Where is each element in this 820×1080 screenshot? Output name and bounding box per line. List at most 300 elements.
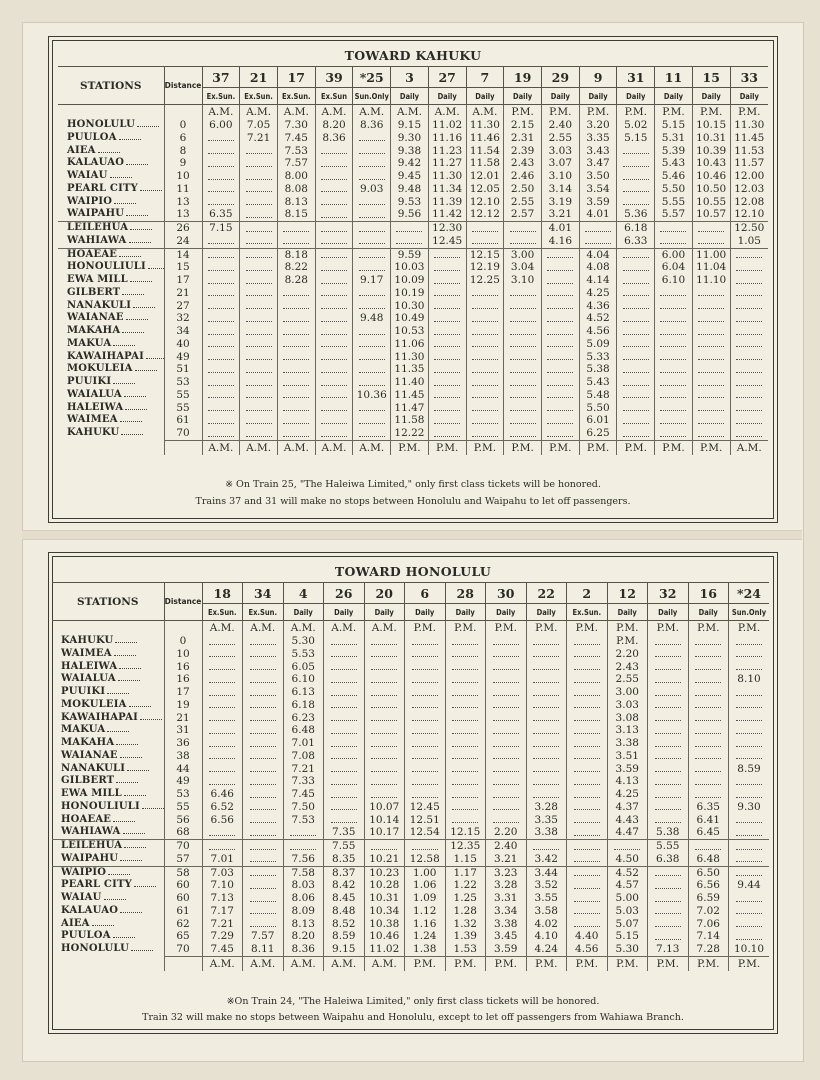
- table-row: [52, 635, 769, 648]
- distance-cell: 13: [164, 196, 202, 209]
- no-stop-leader: [434, 353, 460, 360]
- no-stop-leader: [371, 714, 397, 721]
- station-name: NANAKULI: [67, 299, 132, 311]
- time-cell: 3.50: [579, 170, 617, 183]
- time-cell: [445, 763, 486, 776]
- time-cell: [202, 635, 243, 648]
- dot-leader: [119, 250, 141, 257]
- table-row: [52, 724, 769, 737]
- time-cell: [504, 427, 542, 440]
- time-cell: 11.45: [730, 132, 768, 145]
- time-cell: [405, 661, 446, 674]
- time-cell: [324, 814, 365, 827]
- distance-cell: 55: [164, 801, 202, 814]
- time-cell: [526, 673, 567, 686]
- no-stop-leader: [246, 353, 272, 360]
- blank-cell: [58, 440, 164, 455]
- time-cell: [243, 699, 284, 712]
- no-stop-leader: [359, 430, 385, 437]
- time-cell: 3.21: [486, 853, 527, 866]
- no-stop-leader: [510, 366, 536, 373]
- no-stop-leader: [283, 417, 309, 424]
- no-stop-leader: [412, 689, 438, 696]
- time-cell: 9.59: [391, 248, 429, 261]
- time-cell: [466, 312, 504, 325]
- train-number: 34: [243, 583, 284, 604]
- distance-cell: 21: [164, 287, 202, 300]
- no-stop-leader: [359, 198, 385, 205]
- time-cell: 3.43: [579, 145, 617, 158]
- no-stop-leader: [585, 225, 611, 232]
- time-cell: [405, 724, 446, 737]
- time-cell: [202, 712, 243, 725]
- no-stop-leader: [209, 843, 235, 850]
- time-cell: [504, 325, 542, 338]
- period-label: P.M.: [648, 956, 689, 971]
- no-stop-leader: [412, 791, 438, 798]
- distance-cell: 0: [164, 119, 202, 132]
- no-stop-leader: [246, 160, 272, 167]
- time-cell: [445, 712, 486, 725]
- time-cell: [655, 338, 693, 351]
- station-cell: [52, 750, 164, 763]
- no-stop-leader: [246, 198, 272, 205]
- no-stop-leader: [472, 328, 498, 335]
- period-label: P.M.: [579, 105, 617, 120]
- no-stop-leader: [321, 147, 347, 154]
- time-cell: 6.18: [617, 222, 655, 235]
- period-label: A.M.: [315, 105, 353, 120]
- time-cell: [324, 724, 365, 737]
- no-stop-leader: [208, 289, 234, 296]
- station-name: HONOLULU: [61, 943, 130, 955]
- time-cell: [428, 312, 466, 325]
- no-stop-leader: [736, 829, 762, 836]
- blank-cell: [164, 105, 202, 120]
- time-cell: 7.13: [202, 892, 243, 905]
- table-row: [58, 325, 768, 338]
- time-cell: 8.59: [324, 930, 365, 943]
- train-days: Daily: [648, 604, 689, 621]
- time-cell: [364, 648, 405, 661]
- train-number: 16: [688, 583, 729, 604]
- time-cell: [486, 763, 527, 776]
- time-cell: [541, 414, 579, 427]
- time-cell: [567, 788, 608, 801]
- time-cell: 10.03: [391, 261, 429, 274]
- station-name: WAIPIO: [67, 195, 113, 207]
- time-cell: 1.38: [405, 943, 446, 956]
- period-label: P.M.: [405, 621, 446, 636]
- time-cell: [243, 635, 284, 648]
- time-cell: [202, 338, 240, 351]
- time-cell: [729, 724, 770, 737]
- no-stop-leader: [655, 701, 681, 708]
- time-cell: 4.24: [526, 943, 567, 956]
- time-cell: 10.10: [729, 943, 770, 956]
- no-stop-leader: [510, 430, 536, 437]
- station-name: HONOULIULI: [61, 800, 140, 812]
- time-cell: 11.06: [391, 338, 429, 351]
- time-cell: [240, 300, 278, 313]
- no-stop-leader: [283, 237, 309, 244]
- no-stop-leader: [434, 289, 460, 296]
- time-cell: [202, 763, 243, 776]
- dot-leader: [134, 880, 156, 887]
- time-cell: [567, 853, 608, 866]
- time-cell: [730, 325, 768, 338]
- time-cell: 8.20: [283, 930, 324, 943]
- time-cell: [243, 892, 284, 905]
- time-cell: [567, 712, 608, 725]
- time-cell: [315, 338, 353, 351]
- no-stop-leader: [209, 752, 235, 759]
- time-cell: [202, 673, 243, 686]
- train-days: Ex.Sun: [315, 88, 353, 105]
- distance-cell: 17: [164, 274, 202, 287]
- dot-leader: [107, 687, 129, 694]
- dot-leader: [113, 815, 135, 822]
- time-cell: [240, 145, 278, 158]
- no-stop-leader: [208, 391, 234, 398]
- time-cell: [617, 363, 655, 376]
- time-cell: [730, 248, 768, 261]
- distance-header: Distance: [164, 583, 202, 621]
- time-cell: 11.10: [692, 274, 730, 287]
- time-cell: [315, 325, 353, 338]
- no-stop-leader: [533, 752, 559, 759]
- station-cell: [58, 427, 164, 440]
- distance-cell: 0: [164, 635, 202, 648]
- no-stop-leader: [736, 366, 762, 373]
- no-stop-leader: [493, 650, 519, 657]
- dot-leader: [110, 171, 132, 178]
- no-stop-leader: [510, 353, 536, 360]
- station-name: KAHUKU: [61, 635, 114, 646]
- station-cell: [52, 737, 164, 750]
- no-stop-leader: [321, 315, 347, 322]
- time-cell: 3.31: [486, 892, 527, 905]
- no-stop-leader: [452, 727, 478, 734]
- no-stop-leader: [623, 277, 649, 284]
- distance-cell: 15: [164, 261, 202, 274]
- table-row: [52, 840, 769, 853]
- period-label: P.M.: [648, 621, 689, 636]
- table-row: [58, 196, 768, 209]
- no-stop-leader: [250, 638, 276, 645]
- no-stop-leader: [510, 237, 536, 244]
- time-cell: [526, 699, 567, 712]
- time-cell: [405, 840, 446, 853]
- no-stop-leader: [331, 701, 357, 708]
- no-stop-leader: [359, 264, 385, 271]
- no-stop-leader: [412, 765, 438, 772]
- no-stop-leader: [623, 430, 649, 437]
- time-cell: [617, 274, 655, 287]
- no-stop-leader: [623, 147, 649, 154]
- time-cell: [445, 788, 486, 801]
- time-cell: [567, 699, 608, 712]
- no-stop-leader: [209, 829, 235, 836]
- table-row: [52, 788, 769, 801]
- time-cell: 5.43: [655, 157, 693, 170]
- station-cell: [52, 879, 164, 892]
- time-cell: [692, 312, 730, 325]
- station-cell: [58, 157, 164, 170]
- no-stop-leader: [208, 277, 234, 284]
- station-name: NANAKULI: [61, 762, 126, 774]
- no-stop-leader: [209, 663, 235, 670]
- train-number: 11: [655, 67, 693, 88]
- period-label: P.M.: [692, 440, 730, 455]
- time-cell: [240, 222, 278, 235]
- time-cell: 6.35: [202, 208, 240, 221]
- time-cell: [617, 376, 655, 389]
- no-stop-leader: [698, 366, 724, 373]
- train-days: Daily: [617, 88, 655, 105]
- time-cell: 10.14: [364, 814, 405, 827]
- time-cell: 8.03: [283, 879, 324, 892]
- time-cell: 4.25: [607, 788, 648, 801]
- time-cell: 3.45: [486, 930, 527, 943]
- time-cell: 9.30: [391, 132, 429, 145]
- time-cell: [466, 300, 504, 313]
- no-stop-leader: [412, 778, 438, 785]
- time-cell: [688, 712, 729, 725]
- time-cell: [445, 699, 486, 712]
- period-label: P.M.: [729, 621, 770, 636]
- station-cell: [52, 635, 164, 648]
- time-cell: 4.40: [567, 930, 608, 943]
- time-cell: [541, 312, 579, 325]
- time-cell: [486, 788, 527, 801]
- time-cell: [202, 261, 240, 274]
- time-cell: [240, 414, 278, 427]
- time-cell: [617, 427, 655, 440]
- dot-leader: [125, 403, 147, 410]
- time-cell: [648, 673, 689, 686]
- time-cell: [324, 673, 365, 686]
- table-row: [58, 427, 768, 440]
- no-stop-leader: [660, 404, 686, 411]
- train-number: 2: [567, 583, 608, 604]
- time-cell: [315, 287, 353, 300]
- station-cell: [52, 801, 164, 814]
- table-row: [52, 750, 769, 763]
- time-cell: 12.12: [466, 208, 504, 221]
- no-stop-leader: [250, 740, 276, 747]
- train-number: 33: [730, 67, 768, 88]
- no-stop-leader: [208, 302, 234, 309]
- period-label: P.M.: [567, 956, 608, 971]
- time-cell: [688, 648, 729, 661]
- time-cell: [567, 763, 608, 776]
- no-stop-leader: [736, 855, 762, 862]
- no-stop-leader: [655, 816, 681, 823]
- time-cell: [353, 157, 391, 170]
- time-cell: [240, 402, 278, 415]
- train-days: Daily: [541, 88, 579, 105]
- time-cell: [364, 750, 405, 763]
- time-cell: [729, 918, 770, 931]
- no-stop-leader: [736, 689, 762, 696]
- station-cell: [52, 648, 164, 661]
- table-row: [52, 648, 769, 661]
- time-cell: 11.30: [391, 351, 429, 364]
- time-cell: [567, 905, 608, 918]
- time-cell: [607, 840, 648, 853]
- table-row: [58, 157, 768, 170]
- distance-cell: 49: [164, 775, 202, 788]
- no-stop-leader: [695, 714, 721, 721]
- no-stop-leader: [283, 353, 309, 360]
- table-row: [58, 376, 768, 389]
- train-number: 22: [526, 583, 567, 604]
- time-cell: 2.43: [504, 157, 542, 170]
- no-stop-leader: [209, 727, 235, 734]
- time-cell: [486, 712, 527, 725]
- time-cell: [466, 338, 504, 351]
- time-cell: [730, 376, 768, 389]
- time-cell: [504, 363, 542, 376]
- time-cell: [277, 222, 315, 235]
- time-cell: [240, 248, 278, 261]
- dot-leader: [146, 352, 164, 359]
- no-stop-leader: [574, 650, 600, 657]
- no-stop-leader: [660, 417, 686, 424]
- no-stop-leader: [695, 650, 721, 657]
- time-cell: 8.52: [324, 918, 365, 931]
- time-cell: [243, 686, 284, 699]
- table-row: [52, 866, 769, 879]
- time-cell: [730, 312, 768, 325]
- no-stop-leader: [412, 714, 438, 721]
- distance-cell: 60: [164, 892, 202, 905]
- no-stop-leader: [371, 663, 397, 670]
- time-cell: [364, 775, 405, 788]
- time-cell: 5.50: [579, 402, 617, 415]
- time-cell: [648, 686, 689, 699]
- station-cell: [52, 918, 164, 931]
- time-cell: [315, 274, 353, 287]
- time-cell: [364, 686, 405, 699]
- time-cell: [567, 648, 608, 661]
- no-stop-leader: [246, 185, 272, 192]
- dot-leader: [115, 636, 137, 643]
- time-cell: 3.21: [541, 208, 579, 221]
- table-row: [52, 930, 769, 943]
- station-cell: [58, 183, 164, 196]
- train-days: Daily: [579, 88, 617, 105]
- time-cell: [324, 635, 365, 648]
- time-cell: 9.17: [353, 274, 391, 287]
- no-stop-leader: [359, 237, 385, 244]
- period-label: P.M.: [617, 440, 655, 455]
- time-cell: 5.02: [617, 119, 655, 132]
- time-cell: [428, 338, 466, 351]
- time-cell: 3.59: [486, 943, 527, 956]
- time-cell: [243, 763, 284, 776]
- no-stop-leader: [321, 185, 347, 192]
- time-cell: 4.52: [607, 866, 648, 879]
- no-stop-leader: [452, 714, 478, 721]
- time-cell: 9.44: [729, 879, 770, 892]
- time-cell: [466, 363, 504, 376]
- no-stop-leader: [660, 366, 686, 373]
- time-cell: [526, 737, 567, 750]
- no-stop-leader: [472, 315, 498, 322]
- time-cell: [729, 788, 770, 801]
- station-cell: [58, 287, 164, 300]
- no-stop-leader: [246, 404, 272, 411]
- time-cell: 2.55: [504, 196, 542, 209]
- no-stop-leader: [623, 173, 649, 180]
- no-stop-leader: [623, 302, 649, 309]
- no-stop-leader: [547, 417, 573, 424]
- time-cell: 6.46: [202, 788, 243, 801]
- time-cell: [315, 170, 353, 183]
- no-stop-leader: [250, 663, 276, 670]
- period-label: P.M.: [567, 621, 608, 636]
- no-stop-leader: [472, 417, 498, 424]
- time-cell: [364, 661, 405, 674]
- distance-cell: 36: [164, 737, 202, 750]
- no-stop-leader: [208, 340, 234, 347]
- time-cell: [466, 222, 504, 235]
- time-cell: [692, 235, 730, 248]
- time-cell: [315, 389, 353, 402]
- no-stop-leader: [331, 676, 357, 683]
- time-cell: [243, 661, 284, 674]
- time-cell: [541, 274, 579, 287]
- station-name: MAKAHA: [67, 325, 121, 336]
- train-days: Daily: [655, 88, 693, 105]
- no-stop-leader: [660, 328, 686, 335]
- no-stop-leader: [359, 417, 385, 424]
- time-cell: 11.27: [428, 157, 466, 170]
- time-cell: 7.30: [277, 119, 315, 132]
- no-stop-leader: [698, 417, 724, 424]
- distance-cell: 14: [164, 248, 202, 261]
- train-days: Daily: [607, 604, 648, 621]
- table-row: [52, 801, 769, 814]
- time-cell: [277, 402, 315, 415]
- time-cell: [692, 363, 730, 376]
- no-stop-leader: [472, 302, 498, 309]
- no-stop-leader: [736, 277, 762, 284]
- time-cell: 9.45: [391, 170, 429, 183]
- no-stop-leader: [698, 315, 724, 322]
- period-label: A.M.: [391, 105, 429, 120]
- time-cell: [428, 261, 466, 274]
- period-label: P.M.: [486, 621, 527, 636]
- time-cell: [567, 840, 608, 853]
- distance-cell: 40: [164, 338, 202, 351]
- time-cell: 5.09: [579, 338, 617, 351]
- time-cell: [526, 661, 567, 674]
- no-stop-leader: [246, 225, 272, 232]
- station-cell: [58, 261, 164, 274]
- time-cell: [655, 312, 693, 325]
- time-cell: 2.15: [504, 119, 542, 132]
- time-cell: 8.08: [277, 183, 315, 196]
- no-stop-leader: [574, 689, 600, 696]
- distance-cell: 31: [164, 724, 202, 737]
- no-stop-leader: [434, 302, 460, 309]
- time-cell: 6.56: [202, 814, 243, 827]
- time-cell: [445, 635, 486, 648]
- time-cell: [466, 414, 504, 427]
